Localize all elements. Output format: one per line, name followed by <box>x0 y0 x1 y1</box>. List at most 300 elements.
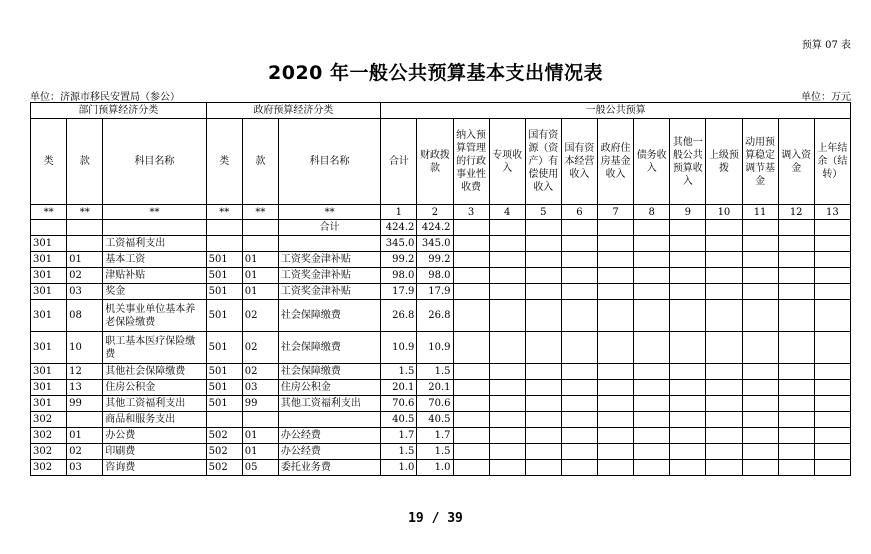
empty-cell <box>598 460 634 476</box>
empty-cell <box>634 428 670 444</box>
row-lei2: 501 <box>206 364 242 380</box>
row-kuan2 <box>242 412 278 428</box>
empty-cell <box>525 396 561 412</box>
empty-cell <box>814 252 850 268</box>
empty-cell <box>561 364 597 380</box>
row-lei2: 501 <box>206 268 242 284</box>
table-row <box>31 412 851 428</box>
row-lei2: 502 <box>206 460 242 476</box>
row-lei: 302 <box>31 412 67 428</box>
row-lei: 301 <box>31 236 67 252</box>
row-kuan: 08 <box>67 300 103 332</box>
empty-cell <box>778 364 814 380</box>
row-kuan: 13 <box>67 380 103 396</box>
row-c2: 10.9 <box>417 332 453 364</box>
empty-cell <box>706 252 742 268</box>
row-c1: 10.9 <box>381 332 417 364</box>
empty-cell <box>598 236 634 252</box>
empty-cell <box>778 300 814 332</box>
empty-cell <box>670 444 706 460</box>
empty-cell <box>525 236 561 252</box>
empty-cell <box>814 396 850 412</box>
col-header-lei2: 类 <box>206 119 242 205</box>
column-index-cell: ** <box>278 205 380 220</box>
row-c2: 1.7 <box>417 428 453 444</box>
empty-cell <box>489 396 525 412</box>
empty-cell <box>598 284 634 300</box>
row-lei: 301 <box>31 396 67 412</box>
empty-cell <box>561 284 597 300</box>
empty-cell <box>670 300 706 332</box>
empty-cell <box>598 268 634 284</box>
empty-cell <box>525 300 561 332</box>
row-kuan: 99 <box>67 396 103 412</box>
row-name: 商品和服务支出 <box>103 412 206 428</box>
total-label: 合计 <box>278 220 380 236</box>
row-name: 印刷费 <box>103 444 206 460</box>
empty-cell <box>453 364 489 380</box>
empty-cell <box>598 444 634 460</box>
empty-cell <box>742 300 778 332</box>
row-name2: 工资奖金津补贴 <box>278 252 380 268</box>
col-header-c11: 动用预算稳定调节基金 <box>742 119 778 205</box>
empty-cell <box>598 300 634 332</box>
column-index-row <box>31 205 851 220</box>
empty-cell <box>561 332 597 364</box>
column-index-cell: 7 <box>598 205 634 220</box>
empty-cell <box>489 460 525 476</box>
row-kuan2: 01 <box>242 428 278 444</box>
row-kuan2: 03 <box>242 380 278 396</box>
table-row <box>31 268 851 284</box>
row-lei2: 502 <box>206 444 242 460</box>
row-name2: 社会保障缴费 <box>278 300 380 332</box>
col-header-c7: 政府住房基金收入 <box>598 119 634 205</box>
row-kuan2: 99 <box>242 396 278 412</box>
row-kuan2: 02 <box>242 364 278 380</box>
empty-cell <box>489 236 525 252</box>
row-kuan2: 02 <box>242 332 278 364</box>
row-kuan: 12 <box>67 364 103 380</box>
row-c2: 17.9 <box>417 284 453 300</box>
empty-cell <box>670 380 706 396</box>
total-c2: 424.2 <box>417 220 453 236</box>
row-c1: 345.0 <box>381 236 417 252</box>
row-lei: 301 <box>31 300 67 332</box>
column-index-cell: ** <box>103 205 206 220</box>
empty-cell <box>778 268 814 284</box>
row-name: 办公费 <box>103 428 206 444</box>
empty-cell <box>814 428 850 444</box>
table-row <box>31 460 851 476</box>
empty-cell <box>814 412 850 428</box>
row-kuan: 01 <box>67 252 103 268</box>
empty-cell <box>525 428 561 444</box>
row-name: 其他工资福利支出 <box>103 396 206 412</box>
row-c1: 99.2 <box>381 252 417 268</box>
col-header-name: 科目名称 <box>103 119 206 205</box>
col-header-c3: 纳入预算管理的行政事业性收费 <box>453 119 489 205</box>
empty-cell <box>561 412 597 428</box>
row-name: 工资福利支出 <box>103 236 206 252</box>
row-name2: 社会保障缴费 <box>278 332 380 364</box>
column-index-cell: ** <box>206 205 242 220</box>
group-header-dept: 部门预算经济分类 <box>31 103 207 119</box>
empty-cell <box>778 236 814 252</box>
table-row <box>31 284 851 300</box>
row-lei2: 501 <box>206 252 242 268</box>
row-c1: 1.5 <box>381 444 417 460</box>
empty-cell <box>489 428 525 444</box>
row-name: 职工基本医疗保险缴费 <box>103 332 206 364</box>
empty-cell <box>706 284 742 300</box>
row-name: 基本工资 <box>103 252 206 268</box>
empty-cell <box>634 300 670 332</box>
empty-cell <box>598 428 634 444</box>
empty-cell <box>561 428 597 444</box>
empty-cell <box>598 252 634 268</box>
column-index-cell: 12 <box>778 205 814 220</box>
empty-cell <box>670 284 706 300</box>
empty-cell <box>489 268 525 284</box>
row-c1: 1.7 <box>381 428 417 444</box>
empty-cell <box>598 332 634 364</box>
empty-cell <box>598 364 634 380</box>
row-kuan: 03 <box>67 284 103 300</box>
empty-cell <box>561 236 597 252</box>
empty-cell <box>742 284 778 300</box>
row-lei2 <box>206 236 242 252</box>
row-c2: 20.1 <box>417 380 453 396</box>
row-lei2: 502 <box>206 428 242 444</box>
empty-cell <box>525 444 561 460</box>
empty-cell <box>598 412 634 428</box>
empty-cell <box>489 284 525 300</box>
row-kuan: 03 <box>67 460 103 476</box>
row-kuan <box>67 412 103 428</box>
row-name2: 其他工资福利支出 <box>278 396 380 412</box>
empty-cell <box>634 396 670 412</box>
empty-cell <box>453 444 489 460</box>
row-kuan2 <box>242 236 278 252</box>
empty-cell <box>634 364 670 380</box>
column-index-cell: 13 <box>814 205 850 220</box>
empty-cell <box>525 380 561 396</box>
empty-cell <box>453 460 489 476</box>
empty-cell <box>814 268 850 284</box>
empty-cell <box>561 444 597 460</box>
col-header-kuan: 款 <box>67 119 103 205</box>
empty-cell <box>706 364 742 380</box>
empty-cell <box>778 396 814 412</box>
empty-cell <box>814 364 850 380</box>
row-name2: 社会保障缴费 <box>278 364 380 380</box>
empty-cell <box>742 364 778 380</box>
row-lei2: 501 <box>206 380 242 396</box>
empty-cell <box>453 428 489 444</box>
empty-cell <box>670 236 706 252</box>
empty-cell <box>742 380 778 396</box>
empty-cell <box>778 412 814 428</box>
column-index-cell: 3 <box>453 205 489 220</box>
row-name: 奖金 <box>103 284 206 300</box>
empty-cell <box>634 332 670 364</box>
empty-cell <box>670 332 706 364</box>
empty-cell <box>742 236 778 252</box>
empty-cell <box>634 268 670 284</box>
row-lei: 301 <box>31 364 67 380</box>
col-header-c10: 上级预拨 <box>706 119 742 205</box>
row-kuan2: 01 <box>242 284 278 300</box>
row-c2: 1.0 <box>417 460 453 476</box>
row-c2: 345.0 <box>417 236 453 252</box>
row-kuan2: 01 <box>242 252 278 268</box>
group-header-gov: 政府预算经济分类 <box>206 103 381 119</box>
column-index-cell: 9 <box>670 205 706 220</box>
empty-cell <box>453 412 489 428</box>
col-header-c9: 其他一般公共预算收入 <box>670 119 706 205</box>
row-name: 咨询费 <box>103 460 206 476</box>
column-index-cell: 6 <box>561 205 597 220</box>
empty-cell <box>814 380 850 396</box>
row-name2: 工资奖金津补贴 <box>278 284 380 300</box>
empty-cell <box>706 332 742 364</box>
empty-cell <box>706 444 742 460</box>
col-header-c2: 财政拨款 <box>417 119 453 205</box>
empty-cell <box>670 364 706 380</box>
total-c1: 424.2 <box>381 220 417 236</box>
col-header-c1: 合计 <box>381 119 417 205</box>
row-lei: 301 <box>31 268 67 284</box>
empty-cell <box>670 428 706 444</box>
row-name: 机关事业单位基本养老保险缴费 <box>103 300 206 332</box>
empty-cell <box>561 380 597 396</box>
row-kuan2: 01 <box>242 268 278 284</box>
row-lei: 302 <box>31 428 67 444</box>
empty-cell <box>453 300 489 332</box>
row-kuan2: 05 <box>242 460 278 476</box>
empty-cell <box>814 444 850 460</box>
empty-cell <box>670 460 706 476</box>
col-header-c4: 专项收入 <box>489 119 525 205</box>
empty-cell <box>814 284 850 300</box>
empty-cell <box>453 380 489 396</box>
row-lei: 302 <box>31 460 67 476</box>
row-name: 住房公积金 <box>103 380 206 396</box>
empty-cell <box>706 268 742 284</box>
empty-cell <box>670 412 706 428</box>
empty-cell <box>634 252 670 268</box>
row-c1: 98.0 <box>381 268 417 284</box>
row-lei: 301 <box>31 284 67 300</box>
empty-cell <box>489 252 525 268</box>
empty-cell <box>525 268 561 284</box>
empty-cell <box>742 460 778 476</box>
total-row <box>31 220 851 236</box>
column-index-cell: 2 <box>417 205 453 220</box>
col-header-c5: 国有资源（资产）有偿使用收入 <box>525 119 561 205</box>
empty-cell <box>778 460 814 476</box>
row-lei2: 501 <box>206 300 242 332</box>
empty-cell <box>706 412 742 428</box>
table-row <box>31 236 851 252</box>
empty-cell <box>670 252 706 268</box>
row-c2: 1.5 <box>417 364 453 380</box>
budget-table <box>30 102 851 476</box>
table-row <box>31 396 851 412</box>
empty-cell <box>453 268 489 284</box>
empty-cell <box>489 380 525 396</box>
row-lei: 301 <box>31 380 67 396</box>
row-name2: 办公经费 <box>278 428 380 444</box>
row-lei: 301 <box>31 252 67 268</box>
row-kuan2: 02 <box>242 300 278 332</box>
table-number-label: 预算 07 表 <box>801 40 851 51</box>
col-header-c6: 国有资本经营收入 <box>561 119 597 205</box>
empty-cell <box>742 332 778 364</box>
empty-cell <box>706 428 742 444</box>
row-c1: 40.5 <box>381 412 417 428</box>
row-c2: 99.2 <box>417 252 453 268</box>
empty-cell <box>814 300 850 332</box>
row-c2: 98.0 <box>417 268 453 284</box>
column-index-cell: ** <box>31 205 67 220</box>
empty-cell <box>453 236 489 252</box>
page-title: 2020 年一般公共预算基本支出情况表 <box>268 62 603 84</box>
empty-cell <box>742 444 778 460</box>
empty-cell <box>706 396 742 412</box>
table-row <box>31 300 851 332</box>
row-c1: 26.8 <box>381 300 417 332</box>
empty-cell <box>525 332 561 364</box>
col-header-c13: 上年结余（结转） <box>814 119 850 205</box>
col-header-lei: 类 <box>31 119 67 205</box>
row-lei2: 501 <box>206 284 242 300</box>
empty-cell <box>778 444 814 460</box>
empty-cell <box>742 268 778 284</box>
row-c1: 17.9 <box>381 284 417 300</box>
empty-cell <box>634 284 670 300</box>
empty-cell <box>525 412 561 428</box>
empty-cell <box>706 236 742 252</box>
page-number: 19 / 39 <box>408 511 463 526</box>
empty-cell <box>489 412 525 428</box>
column-index-cell: ** <box>242 205 278 220</box>
row-c1: 20.1 <box>381 380 417 396</box>
row-name2: 工资奖金津补贴 <box>278 268 380 284</box>
unit-currency-label: 单位：万元 <box>801 92 851 103</box>
empty-cell <box>489 332 525 364</box>
empty-cell <box>778 380 814 396</box>
table-row <box>31 364 851 380</box>
row-c2: 1.5 <box>417 444 453 460</box>
empty-cell <box>742 428 778 444</box>
col-header-name2: 科目名称 <box>278 119 380 205</box>
empty-cell <box>634 236 670 252</box>
row-c2: 40.5 <box>417 412 453 428</box>
empty-cell <box>706 460 742 476</box>
col-header-c12: 调入资金 <box>778 119 814 205</box>
table-row <box>31 332 851 364</box>
row-name: 津贴补贴 <box>103 268 206 284</box>
empty-cell <box>814 460 850 476</box>
row-c1: 1.5 <box>381 364 417 380</box>
empty-cell <box>742 252 778 268</box>
empty-cell <box>598 396 634 412</box>
row-name2 <box>278 412 380 428</box>
empty-cell <box>489 300 525 332</box>
table-row <box>31 380 851 396</box>
group-header-budget: 一般公共预算 <box>381 103 851 119</box>
empty-cell <box>598 380 634 396</box>
row-name2: 住房公积金 <box>278 380 380 396</box>
empty-cell <box>634 380 670 396</box>
row-lei: 301 <box>31 332 67 364</box>
empty-cell <box>706 300 742 332</box>
row-lei: 302 <box>31 444 67 460</box>
col-header-kuan2: 款 <box>242 119 278 205</box>
column-index-cell: 8 <box>634 205 670 220</box>
empty-cell <box>670 396 706 412</box>
row-name: 其他社会保障缴费 <box>103 364 206 380</box>
row-kuan: 02 <box>67 268 103 284</box>
empty-cell <box>561 300 597 332</box>
empty-cell <box>561 252 597 268</box>
empty-cell <box>453 252 489 268</box>
row-c2: 26.8 <box>417 300 453 332</box>
table-row <box>31 444 851 460</box>
row-c1: 70.6 <box>381 396 417 412</box>
row-kuan: 10 <box>67 332 103 364</box>
empty-cell <box>742 412 778 428</box>
column-index-cell: ** <box>67 205 103 220</box>
row-c2: 70.6 <box>417 396 453 412</box>
empty-cell <box>489 364 525 380</box>
empty-cell <box>778 252 814 268</box>
column-index-cell: 10 <box>706 205 742 220</box>
empty-cell <box>814 236 850 252</box>
empty-cell <box>561 396 597 412</box>
empty-cell <box>453 284 489 300</box>
column-index-cell: 11 <box>742 205 778 220</box>
row-kuan2: 01 <box>242 444 278 460</box>
unit-department-label: 单位：济源市移民安置局（参公） <box>30 92 180 103</box>
row-name2 <box>278 236 380 252</box>
empty-cell <box>706 380 742 396</box>
empty-cell <box>670 268 706 284</box>
empty-cell <box>525 284 561 300</box>
row-name2: 办公经费 <box>278 444 380 460</box>
empty-cell <box>634 412 670 428</box>
row-lei2: 501 <box>206 332 242 364</box>
row-kuan: 01 <box>67 428 103 444</box>
empty-cell <box>742 396 778 412</box>
empty-cell <box>634 460 670 476</box>
row-lei2 <box>206 412 242 428</box>
empty-cell <box>561 460 597 476</box>
empty-cell <box>525 460 561 476</box>
empty-cell <box>453 396 489 412</box>
empty-cell <box>814 332 850 364</box>
empty-cell <box>489 444 525 460</box>
empty-cell <box>525 252 561 268</box>
row-kuan <box>67 236 103 252</box>
row-kuan: 02 <box>67 444 103 460</box>
empty-cell <box>778 332 814 364</box>
table-row <box>31 252 851 268</box>
table-row <box>31 428 851 444</box>
row-c1: 1.0 <box>381 460 417 476</box>
